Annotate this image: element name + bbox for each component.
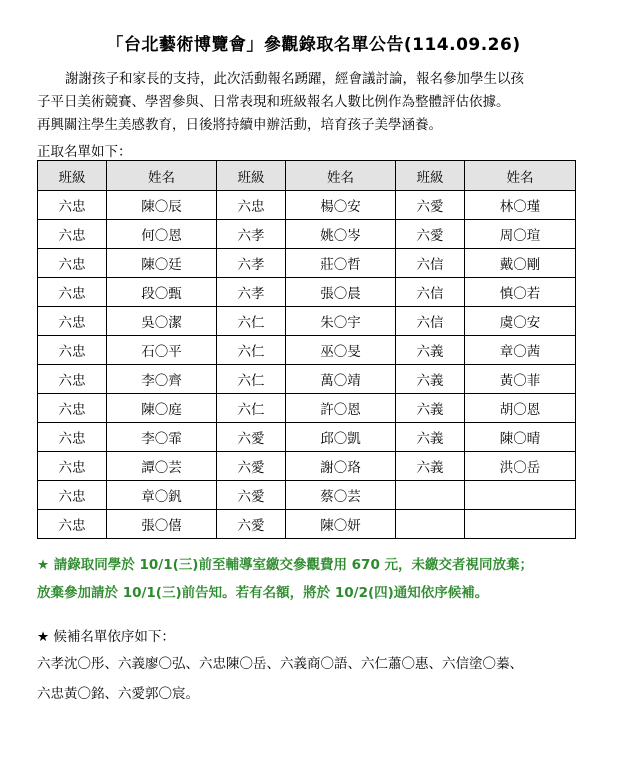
class-cell: 六仁: [217, 336, 286, 365]
student-name-cell: 林〇瑾: [465, 191, 576, 220]
student-name-cell: 謝〇珞: [286, 452, 396, 481]
student-name-cell: 邱〇凱: [286, 423, 396, 452]
class-cell: 六忠: [38, 220, 107, 249]
notice-line: 放棄參加請於 10/1(三)前告知。若有名額，將於 10/2(四)通知依序候補。: [37, 585, 489, 601]
class-cell: 六仁: [217, 307, 286, 336]
student-name-cell: [465, 510, 576, 539]
student-name-cell: 陳〇廷: [107, 249, 217, 278]
class-cell: 六忠: [38, 249, 107, 278]
table-row: [38, 191, 576, 220]
class-cell: 六忠: [38, 307, 107, 336]
student-name-cell: 姚〇岑: [286, 220, 396, 249]
student-name-cell: 慎〇若: [465, 278, 576, 307]
class-cell: 六孝: [217, 220, 286, 249]
header-name: 姓名: [465, 161, 576, 191]
class-cell: 六忠: [38, 481, 107, 510]
student-name-cell: 陳〇妍: [286, 510, 396, 539]
class-cell: 六忠: [38, 278, 107, 307]
student-name-cell: 巫〇旻: [286, 336, 396, 365]
page-title: 「台北藝術博覽會」參觀錄取名單公告(114.09.26): [106, 35, 521, 55]
header-class: 班級: [217, 161, 286, 191]
student-name-cell: 陳〇辰: [107, 191, 217, 220]
student-name-cell: 許〇恩: [286, 394, 396, 423]
class-cell: [396, 510, 465, 539]
student-name-cell: 章〇釩: [107, 481, 217, 510]
table-row: [38, 510, 576, 539]
student-name-cell: 譚〇芸: [107, 452, 217, 481]
payment-notice: [37, 551, 597, 607]
waitlist-line: 六忠黃〇銘、六愛郭〇宸。: [37, 686, 199, 702]
list-heading: 正取名單如下：: [37, 144, 132, 160]
student-name-cell: 張〇晨: [286, 278, 396, 307]
class-cell: 六忠: [38, 423, 107, 452]
waitlist-names: [37, 649, 597, 709]
table-row: [38, 278, 576, 307]
class-cell: [396, 481, 465, 510]
student-name-cell: [465, 481, 576, 510]
student-name-cell: 何〇恩: [107, 220, 217, 249]
class-cell: 六仁: [217, 394, 286, 423]
table-row: [38, 365, 576, 394]
intro-line: 再興關注學生美感教育，日後將持續申辦活動，培育孩子美學涵養。: [37, 117, 442, 133]
class-cell: 六忠: [38, 510, 107, 539]
intro-line: 子平日美術競賽、學習參與、日常表現和班級報名人數比例作為整體評估依據。: [37, 94, 510, 110]
class-cell: 六義: [396, 394, 465, 423]
class-cell: 六信: [396, 307, 465, 336]
class-cell: 六愛: [217, 452, 286, 481]
table-header-row: [38, 161, 576, 191]
table-row: [38, 481, 576, 510]
class-cell: 六仁: [217, 365, 286, 394]
class-cell: 六義: [396, 452, 465, 481]
header-name: 姓名: [107, 161, 217, 191]
class-cell: 六孝: [217, 278, 286, 307]
student-name-cell: 陳〇晴: [465, 423, 576, 452]
notice-line: ★ 請錄取同學於 10/1(三)前至輔導室繳交參觀費用 670 元，未繳交者視同放棄；: [37, 557, 534, 573]
intro-paragraph: [37, 68, 597, 137]
header-class: 班級: [396, 161, 465, 191]
class-cell: 六孝: [217, 249, 286, 278]
class-cell: 六義: [396, 423, 465, 452]
admission-table: [37, 160, 576, 539]
table-row: [38, 452, 576, 481]
student-name-cell: 石〇平: [107, 336, 217, 365]
class-cell: 六忠: [38, 394, 107, 423]
student-name-cell: 朱〇宇: [286, 307, 396, 336]
header-class: 班級: [38, 161, 107, 191]
table-row: [38, 394, 576, 423]
student-name-cell: 李〇霏: [107, 423, 217, 452]
class-cell: 六忠: [38, 191, 107, 220]
header-name: 姓名: [286, 161, 396, 191]
student-name-cell: 楊〇安: [286, 191, 396, 220]
class-cell: 六愛: [217, 481, 286, 510]
class-cell: 六信: [396, 278, 465, 307]
table-row: [38, 220, 576, 249]
student-name-cell: 虞〇安: [465, 307, 576, 336]
student-name-cell: 黃〇菲: [465, 365, 576, 394]
class-cell: 六愛: [396, 220, 465, 249]
class-cell: 六忠: [38, 452, 107, 481]
waitlist-heading: ★ 候補名單依序如下：: [37, 629, 175, 645]
class-cell: 六忠: [38, 336, 107, 365]
class-cell: 六愛: [396, 191, 465, 220]
table-row: [38, 249, 576, 278]
student-name-cell: 周〇瑄: [465, 220, 576, 249]
table-row: [38, 336, 576, 365]
table-row: [38, 423, 576, 452]
class-cell: 六忠: [38, 365, 107, 394]
student-name-cell: 萬〇靖: [286, 365, 396, 394]
student-name-cell: 張〇僖: [107, 510, 217, 539]
intro-line: 謝謝孩子和家長的支持，此次活動報名踴躍，經會議討論，報名參加學生以孩: [65, 71, 524, 87]
class-cell: 六義: [396, 336, 465, 365]
class-cell: 六義: [396, 365, 465, 394]
student-name-cell: 章〇茜: [465, 336, 576, 365]
waitlist-line: 六孝沈〇彤、六義廖〇弘、六忠陳〇岳、六義商〇語、六仁蕭〇惠、六信塗〇蓁、: [37, 656, 523, 672]
table-row: [38, 307, 576, 336]
class-cell: 六愛: [217, 510, 286, 539]
student-name-cell: 李〇齊: [107, 365, 217, 394]
student-name-cell: 洪〇岳: [465, 452, 576, 481]
student-name-cell: 吳〇潔: [107, 307, 217, 336]
student-name-cell: 段〇甄: [107, 278, 217, 307]
class-cell: 六愛: [217, 423, 286, 452]
student-name-cell: 戴〇剛: [465, 249, 576, 278]
class-cell: 六信: [396, 249, 465, 278]
student-name-cell: 陳〇庭: [107, 394, 217, 423]
class-cell: 六忠: [217, 191, 286, 220]
student-name-cell: 莊〇哲: [286, 249, 396, 278]
student-name-cell: 胡〇恩: [465, 394, 576, 423]
student-name-cell: 蔡〇芸: [286, 481, 396, 510]
